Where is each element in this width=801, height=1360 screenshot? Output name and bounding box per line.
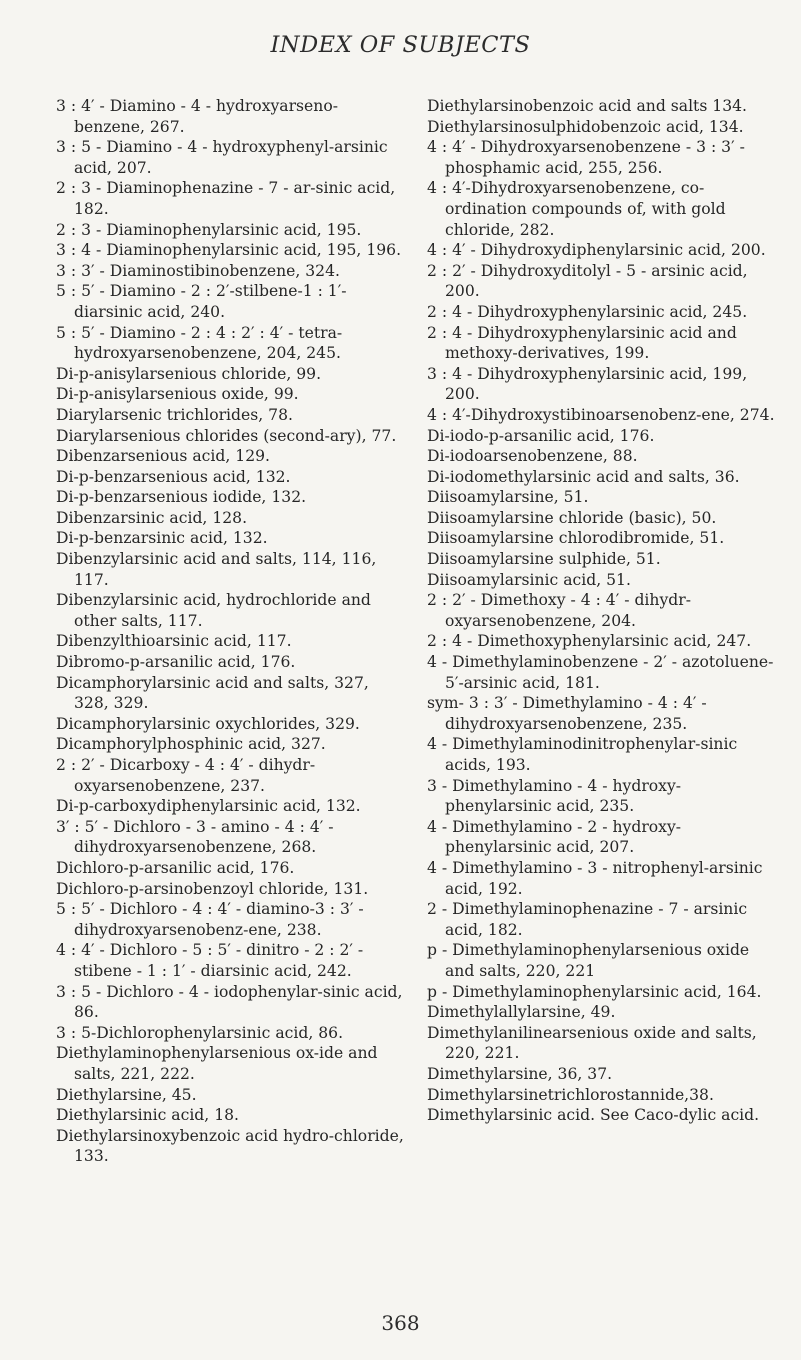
index-entry: Di-iodomethylarsinic acid and salts, 36. [427,467,740,486]
index-entry: Diethylarsine, 45. [56,1085,197,1104]
index-entry: Diarylarsenious chlorides (second-ary), 77. [56,426,397,445]
index-entry: Diarylarsenic trichlorides, 78. [56,405,293,424]
index-entry: Diisoamylarsine chlorodibromide, 51. [427,529,725,548]
index-entry: Dibenzylarsinic acid and salts, 114, 116, 117. [56,550,377,589]
index-entry: 3 : 5 - Diamino - 4 - hydroxyphenyl-arsinic acid, 207. [56,138,388,177]
index-entry: 2 : 4 - Dihydroxyphenylarsinic acid, 245. [427,302,748,321]
index-entry: Diethylarsinosulphidobenzoic acid, 134. [427,117,744,136]
index-entry: Di-p-anisylarsenious chloride, 99. [56,364,322,383]
index-entry: 2 : 3 - Diaminophenylarsinic acid, 195. [56,220,362,239]
index-entry: Diisoamylarsine chloride (basic), 50. [427,508,717,527]
index-entry: p - Dimethylaminophenylarsenious oxide and salts, 220, 221 [427,941,750,980]
index-entry: 5 : 5′ - Diamino - 2 : 2′-stilbene-1 : 1′-diarsinic acid, 240. [56,282,347,321]
index-entry: p - Dimethylaminophenylarsinic acid, 164. [427,982,762,1001]
index-entry: Di-p-benzarsenious iodide, 132. [56,488,307,507]
index-entry: 4 - Dimethylamino - 3 - nitrophenyl-arsinic acid, 192. [427,858,763,898]
index-entry: Dibenzylarsinic acid, hydrochloride and other salts, 117. [56,591,371,630]
index-entry: Dibenzylthioarsinic acid, 117. [56,632,292,651]
index-entry: Diethylarsinobenzoic acid and salts 134. [427,97,747,115]
index-entry: 3 : 5-Dichlorophenylarsinic acid, 86. [56,1023,344,1042]
index-entry: 2 : 2′ - Dicarboxy - 4 : 4′ - dihydr-oxyarsenobenzene, 237. [56,756,316,795]
index-entry: Dicamphorylarsinic acid and salts, 327, 328, 329. [56,673,369,713]
index-entry: 4 - Dimethylaminodinitrophenylar-sinic acids, 193. [427,735,738,774]
index-entry: Di-iodoarsenobenzene, 88. [427,447,638,466]
index-entry: 4 : 4′-Dihydroxyarsenobenzene, co-ordination compounds of, with gold chloride, 282. [427,179,726,239]
index-entry: Diethylarsinic acid, 18. [56,1106,239,1125]
index-entry: 4 : 4′ - Dihydroxyarsenobenzene - 3 : 3′ - phosphamic acid, 255, 256. [427,138,745,177]
index-entry: Dibromo-p-arsanilic acid, 176. [56,653,296,672]
index-entry: Di-p-carboxydiphenylarsinic acid, 132. [56,797,361,816]
index-entry: Di-p-anisylarsenious oxide, 99. [56,385,299,404]
index-entry: 2 : 2′ - Dihydroxyditolyl - 5 - arsinic acid, 200. [427,261,748,301]
index-entry: 3 - Dimethylamino - 4 - hydroxy-phenylarsinic acid, 235. [427,776,682,816]
index-entry: 4 : 4′-Dihydroxystibinoarsenobenz-ene, 274. [427,405,775,424]
index-entry: 2 : 3 - Diaminophenazine - 7 - ar-sinic acid, 182. [56,179,396,218]
index-entry: Dicamphorylarsinic oxychlorides, 329. [56,714,360,733]
index-entry: Dimethylallylarsine, 49. [427,1003,616,1022]
index-entry: 3 : 3′ - Diaminostibinobenzene, 324. [56,261,340,280]
index-entry: Dichloro-p-arsanilic acid, 176. [56,858,295,877]
index-entry: 5 : 5′ - Diamino - 2 : 4 : 2′ : 4′ - tetra-hydroxyarsenobenzene, 204, 245. [56,323,343,363]
index-entry: Dimethylarsine, 36, 37. [427,1064,613,1083]
index-entry: 2 : 2′ - Dimethoxy - 4 : 4′ - dihydr-oxyarsenobenzene, 204. [427,591,691,630]
index-entry: Diisoamylarsinic acid, 51. [427,570,631,589]
index-entry: 2 : 4 - Dimethoxyphenylarsinic acid, 247. [427,632,752,651]
index-entry: 4 - Dimethylaminobenzene - 2′ - azotoluene-5′-arsinic acid, 181. [427,653,774,692]
index-entry: 3 : 5 - Dichloro - 4 - iodophenylar-sinic acid, 86. [56,982,403,1022]
index-entry: 5 : 5′ - Dichloro - 4 : 4′ - diamino-3 : 3′ - dihydroxyarsenobenz-ene, 238. [56,900,364,939]
index-entry: Dicamphorylphosphinic acid, 327. [56,735,326,754]
index-entry: Dichloro-p-arsinobenzoyl chloride, 131. [56,879,369,898]
index-entry: Di-p-benzarsinic acid, 132. [56,529,268,548]
index-entry: Diethylarsinoxybenzoic acid hydro-chloride, 133. [56,1126,404,1166]
index-entry: 3 : 4 - Dihydroxyphenylarsinic acid, 199, 200. [427,364,748,404]
index-entry: Dimethylarsinic acid. See Caco-dylic acid. [427,1106,760,1125]
index-entry: Di-p-benzarsenious acid, 132. [56,467,291,486]
index-entry: Di-iodo-p-arsanilic acid, 176. [427,426,655,445]
index-entry: 3 : 4 - Diaminophenylarsinic acid, 195, 196. [56,241,402,260]
index-entry: 3 : 4′ - Diamino - 4 - hydroxyarseno-benzene, 267. [56,97,338,136]
index-entry: Dibenzarsenious acid, 129. [56,447,270,466]
index-entry: 2 : 4 - Dihydroxyphenylarsinic acid and methoxy-derivatives, 199. [427,323,737,363]
index-entry: 2 - Dimethylaminophenazine - 7 - arsinic acid, 182. [427,900,748,939]
index-column-left [56,96,408,1167]
page-number: 368 [381,1311,420,1335]
index-entry: 4 : 4′ - Dihydroxydiphenylarsinic acid, 200. [427,241,766,260]
index-entry: Dibenzarsinic acid, 128. [56,508,248,527]
index-entry: 4 - Dimethylamino - 2 - hydroxy-phenylarsinic acid, 207. [427,817,682,857]
index-entry: Diisoamylarsine sulphide, 51. [427,550,661,569]
index-entry: Diethylaminophenylarsenious ox-ide and salts, 221, 222. [56,1044,378,1083]
index-entry: Dimethylanilinearsenious oxide and salts, 220, 221. [427,1023,757,1063]
index-entry: 3′ : 5′ - Dichloro - 3 - amino - 4 : 4′ - dihydroxyarsenobenzene, 268. [56,817,334,857]
index-entry: Dimethylarsinetrichlorostannide,38. [427,1085,714,1104]
running-header: INDEX OF SUBJECTS [270,32,531,58]
index-entry: Diisoamylarsine, 51. [427,488,589,507]
index-column-right [427,96,779,1126]
index-entry: sym- 3 : 3′ - Dimethylamino - 4 : 4′ - dihydroxyarsenobenzene, 235. [427,694,707,733]
index-entry: 4 : 4′ - Dichloro - 5 : 5′ - dinitro - 2 : 2′ - stibene - 1 : 1′ - diarsinic acid, 242. [56,941,364,980]
